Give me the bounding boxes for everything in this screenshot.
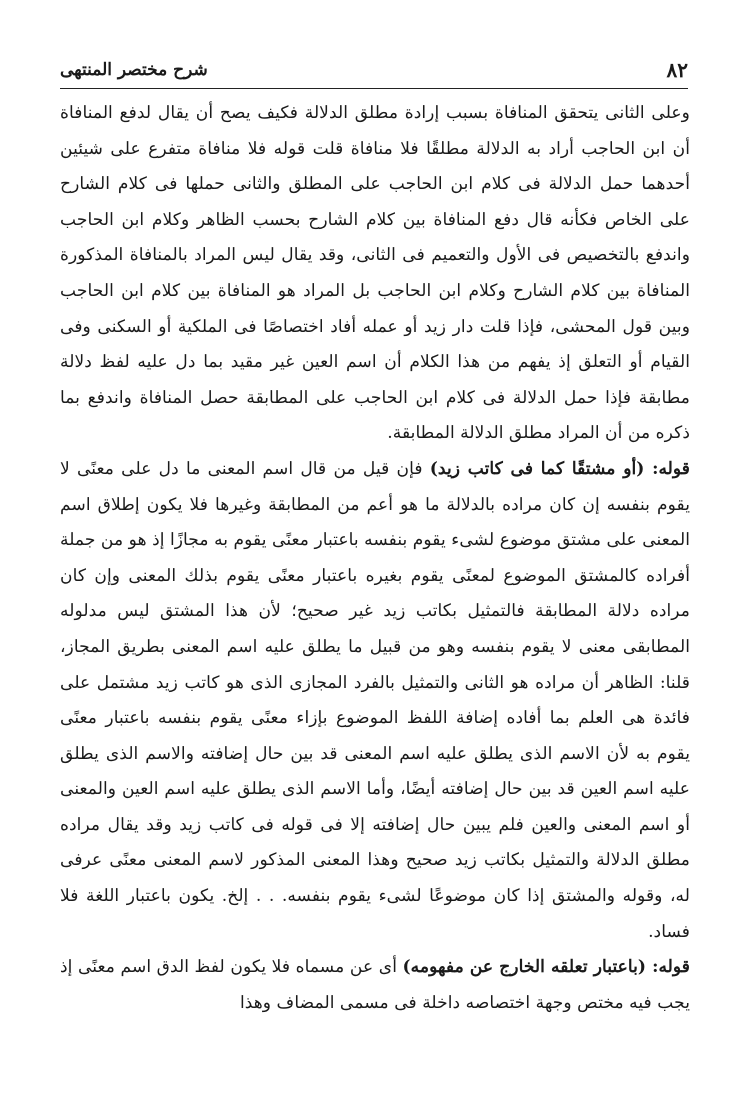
- lemma-label: قوله:: [644, 458, 691, 479]
- paragraph-1: [60, 96, 690, 452]
- body-text: [60, 96, 690, 1021]
- paragraph-2: [60, 452, 690, 950]
- header-rule: [60, 88, 688, 89]
- paragraph-text: وعلى الثانى يتحقق المنافاة بسبب إرادة مطلق الدلالة فكيف يصح أن يقال لدفع المنافاة أن ابن الحاجب أراد به الدلالة مطلقًا فلا منافاة قلت قوله فلا منافاة متفرع على شيئين أحدهما حمل الدلالة فى كلام ابن الحاجب على المطلق والثانى حملها فى كلام الشارح على الخاص فكأنه قال دفع المنافاة بين كلام الشارح بحسب الظاهر وكلام ابن الحاجب واندفع بالتخصيص فى الأول والتعميم فى الثانى، وقد يقال ليس المراد بالمنافاة المذكورة المنافاة بين كلام الشارح وكلام ابن الحاجب بل المراد هو المنافاة بين كلام ابن الحاجب وبين قول المحشى، فإذا قلت دار زيد أو عمله أفاد اختصاصًا فى الملكية أو السكنى وفى القيام أو التعلق إذ يفهم من هذا الكلام أن اسم العين غير مقيد بما دل عليه لفظ دلالة مطابقة فإذا حمل الدلالة فى كلام ابن الحاجب على المطابقة حصل المنافاة واندفع بما ذكره من أن المراد مطلق الدلالة المطابقة.: [60, 103, 690, 444]
- paragraph-text: فإن قيل من قال اسم المعنى ما دل على معنًى لا يقوم بنفسه إن كان مراده بالدلالة ما هو أعم من المطابقة وغيرها فلا يكون إطلاق اسم المعنى على مشتق موضوع لشىء يقوم بنفسه باعتبار معنًى يقوم به مجازًا إذ هو من جملة أفراده كالمشتق الموضوع لمعنًى يقوم بغيره باعتبار معنًى يقوم بذلك المعنى وإن كان مراده دلالة المطابقة فالتمثيل بكاتب زيد غير صحيح؛ لأن هذا المشتق ليس مدلوله المطابقى معنى لا يقوم بنفسه وهو من قبيل ما يطلق عليه اسم المعنى بطريق المجاز، قلنا: الظاهر أن مراده هو الثانى والتمثيل بالفرد المجازى الذى هو كاتب زيد مشتمل على فائدة هى العلم بما أفاده إضافة اللفظ الموضوع بإزاء معنًى يقوم بنفسه باعتبار معنًى يقوم به لأن الاسم الذى يطلق عليه اسم المعنى قد بين حال إضافته والاسم الذى يطلق عليه اسم العين قد بين حال إضافته أيضًا، وأما الاسم الذى يطلق عليه اسم العين والمعنى أو اسم المعنى والعين فلم يبين حال إضافته إلا فى قوله فى كاتب زيد وقد يقال مراده مطلق الدلالة والتمثيل بكاتب زيد صحيح وهذا المعنى المذكور لاسم المعنى معنًى عرفى له، وقوله والمشتق إذا كان موضوعًا لشىء يقوم بنفسه. . . إلخ. يكون باعتبار اللغة فلا فساد.: [60, 458, 690, 942]
- lemma-label: قوله:: [646, 957, 690, 978]
- page-header: [60, 56, 688, 86]
- page-number: ٨٢: [666, 58, 688, 82]
- paragraph-text: أى عن مسماه فلا يكون لفظ الدق اسم معنًى إذ يجب فيه مختص وجهة اختصاصه داخلة فى مسمى المضاف وهذا: [60, 957, 690, 1013]
- lemma-quote: (باعتبار تعلقه الخارج عن مفهومه): [402, 957, 647, 978]
- running-title: شرح مختصر المنتهى: [60, 60, 208, 80]
- paragraph-3: [60, 950, 690, 1021]
- lemma-quote: (أو مشتقًا كما فى كاتب زيد): [429, 458, 645, 479]
